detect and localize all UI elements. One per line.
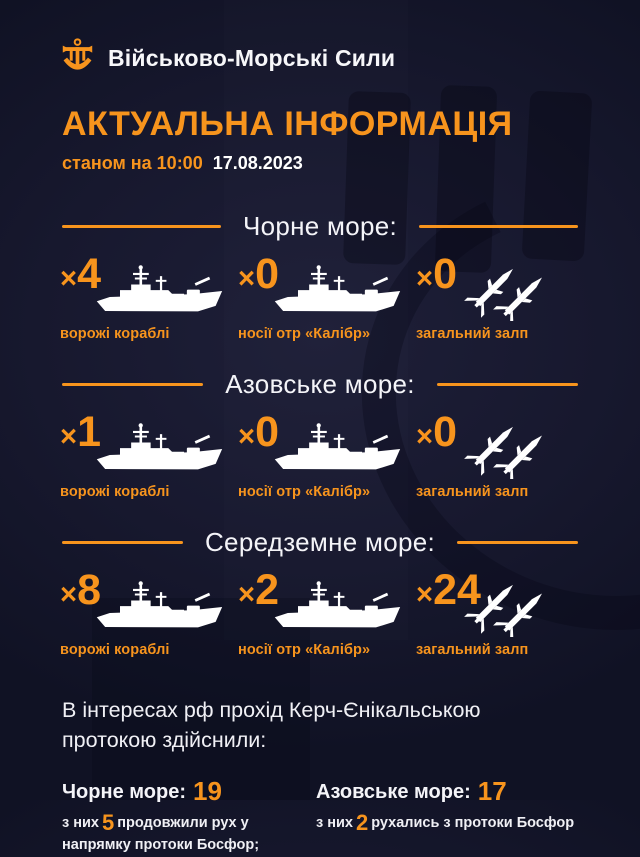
- stat-kalibr-carriers: [238, 566, 402, 658]
- org-name: Військово-Морські Сили: [108, 44, 396, 71]
- section-header: [0, 211, 640, 242]
- section-header: [0, 527, 640, 558]
- timestamp-line: [0, 153, 640, 174]
- section-black-sea: [0, 211, 640, 342]
- warship-icon: [272, 421, 402, 477]
- sea-count: 19: [193, 776, 222, 807]
- stat-label: ворожі кораблі: [60, 642, 170, 658]
- navy-emblem-icon: [62, 36, 93, 80]
- note-text: рухались з протоки Босфор: [371, 815, 575, 832]
- section-azov-sea: [0, 369, 640, 500]
- warship-icon: [94, 263, 224, 319]
- stats-row: [0, 566, 640, 658]
- missiles-icon: [456, 409, 558, 479]
- stat-enemy-ships: [60, 408, 224, 500]
- divider-line: [62, 383, 203, 386]
- note-value: 5: [101, 810, 115, 836]
- stat-label: ворожі кораблі: [60, 484, 170, 500]
- section-title: Чорне море:: [242, 211, 398, 241]
- sea-note: [316, 812, 578, 835]
- divider-line: [62, 541, 183, 544]
- stat-kalibr-carriers: [238, 250, 402, 342]
- divider-line: [62, 225, 221, 228]
- stat-value: ×24: [416, 566, 481, 614]
- as-of-label: станом на 10:00: [62, 153, 203, 173]
- stat-value: ×0: [238, 408, 279, 456]
- stats-row: [0, 408, 640, 500]
- stat-value: ×8: [60, 566, 101, 614]
- sea-name: Чорне море:: [62, 781, 186, 804]
- stat-label: загальний залп: [416, 484, 529, 500]
- stat-label: носії отр «Калібр»: [238, 484, 371, 500]
- stat-total-salvo: [416, 408, 580, 500]
- section-title: Середземне море:: [204, 527, 436, 557]
- missiles-icon: [456, 251, 558, 321]
- section-title: Азовське море:: [225, 369, 415, 399]
- stat-label: загальний залп: [416, 326, 529, 342]
- stat-value: ×2: [238, 566, 279, 614]
- stat-label: ворожі кораблі: [60, 326, 170, 342]
- divider-line: [419, 225, 578, 228]
- stat-label: носії отр «Калібр»: [238, 642, 371, 658]
- stat-value: ×0: [416, 250, 457, 298]
- stat-total-salvo: [416, 250, 580, 342]
- warship-icon: [94, 421, 224, 477]
- warship-icon: [94, 579, 224, 635]
- summary-black-sea: [62, 776, 316, 857]
- stat-enemy-ships: [60, 250, 224, 342]
- stat-value: ×0: [238, 250, 279, 298]
- section-mediterranean-sea: [0, 527, 640, 658]
- stat-kalibr-carriers: [238, 408, 402, 500]
- note-value: 2: [355, 810, 369, 836]
- sea-name: Азовське море:: [316, 781, 471, 804]
- stat-enemy-ships: [60, 566, 224, 658]
- warship-icon: [272, 579, 402, 635]
- header: [0, 0, 640, 80]
- report-date: 17.08.2023: [212, 153, 303, 173]
- sea-count: 17: [477, 776, 507, 807]
- divider-line: [437, 383, 578, 386]
- kerch-strait-summary: [0, 696, 640, 857]
- stat-label: загальний залп: [416, 642, 529, 658]
- section-header: [0, 369, 640, 400]
- sea-note: [62, 812, 284, 857]
- stat-value: ×1: [60, 408, 101, 456]
- note-prefix: з них: [316, 815, 353, 832]
- divider-line: [457, 541, 578, 544]
- summary-azov-sea: [316, 776, 578, 857]
- warship-icon: [272, 263, 402, 319]
- stat-value: ×4: [60, 250, 101, 298]
- note-prefix: з них: [62, 815, 99, 832]
- page-title: АКТУАЛЬНА ІНФОРМАЦІЯ: [62, 105, 513, 143]
- stat-label: носії отр «Калібр»: [238, 326, 371, 342]
- summary-intro: В інтересах рф прохід Керч-Єнікальською протокою здійснили:: [62, 698, 481, 752]
- stats-row: [0, 250, 640, 342]
- stat-total-salvo: [416, 566, 580, 658]
- stat-value: ×0: [416, 408, 457, 456]
- note-text: продовжили рух у напрямку протоки Босфор;: [62, 815, 260, 854]
